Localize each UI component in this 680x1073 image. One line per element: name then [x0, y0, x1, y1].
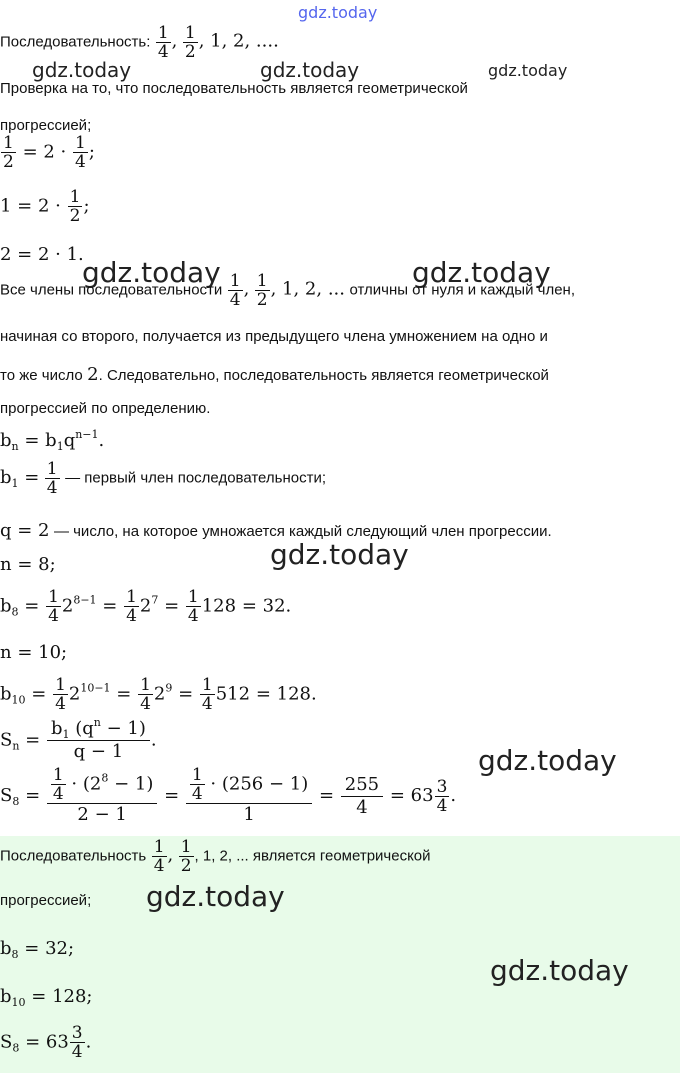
watermark: gdz.today	[146, 880, 285, 913]
fraction-one-half: $\frac{1}{2}$	[184, 23, 196, 62]
ratio-line: q = 2 — число, на которое умножается каждый следующий член прогрессии.	[0, 520, 552, 541]
b8-calculation: $b_8$ = $\frac{1}{4}$ $2^{8-1}$ = $\frac{1}{4}$ $2^7$ = $\frac{1}{4}$ 128 = 32.	[0, 587, 292, 626]
sequence-label: Последовательность:	[0, 33, 151, 51]
paragraph-line-3: то же число 2. Следовательно, последовательность является геометрической	[0, 364, 549, 385]
sum-formula: $S_n$ = $\frac{b_1 (q^n - 1)}{q - 1}$ .	[0, 716, 157, 762]
paragraph-line-1: Все члены последовательности $\frac{1}{4}$ , $\frac{1}{2}$ , 1, 2, ... отличны от нуля и каждый член,	[0, 271, 575, 310]
watermark: gdz.today	[270, 538, 409, 571]
answer-line-1: Последовательность $\frac{1}{4}$ , $\frac{1}{2}$ , 1, 2, ... является геометрической	[0, 837, 431, 876]
check-line-2: прогрессией;	[0, 117, 92, 134]
top-watermark: gdz.today	[298, 3, 378, 22]
watermark: gdz.today	[478, 744, 617, 777]
equation-1: $\frac{1}{2}$ = 2 · $\frac{1}{4}$ ;	[3, 133, 95, 172]
watermark: gdz.today	[260, 58, 360, 82]
watermark: gdz.today	[488, 61, 568, 80]
sequence-line: Последовательность: $\frac{1}{4}$ , $\frac{1}{2}$ , 1, 2, ....	[0, 23, 279, 62]
paragraph-line-4: прогрессией по определению.	[0, 400, 211, 417]
answer-s8: $S_8 = 63$ $\frac{3}{4}$ .	[0, 1023, 92, 1062]
watermark: gdz.today	[412, 256, 551, 289]
answer-b8: $b_8 = 32$;	[0, 938, 75, 961]
watermark: gdz.today	[490, 954, 629, 987]
first-term-line: $b_1$ = $\frac{1}{4}$ — первый член последовательности;	[0, 459, 327, 498]
equation-2: 1 = 2 · $\frac{1}{2}$ ;	[0, 187, 90, 226]
equation-3: 2 = 2 · 1.	[0, 244, 84, 265]
watermark: gdz.today	[32, 58, 132, 82]
n-ten: n = 10;	[0, 642, 68, 663]
watermark: gdz.today	[82, 256, 221, 289]
b10-calculation: $b_{10}$ = $\frac{1}{4}$ $2^{10-1}$ = $\frac{1}{4}$ $2^9$ = $\frac{1}{4}$ 512 = 128.	[0, 675, 317, 714]
s8-calculation: $S_8$ = $\frac{1}{4}$ · $(2^8 - 1)$ 2 − 1 = $\frac{1}{4}$ · (256 − 1) 1 = $\frac{255}{4}$ = 63 $\frac{3}{4}$ .	[0, 765, 457, 825]
check-line-1: Проверка на то, что последовательность является геометрической	[0, 80, 468, 97]
answer-line-2: прогрессией;	[0, 892, 92, 909]
paragraph-line-2: начиная со второго, получается из предыдущего члена умножением на одно и	[0, 328, 548, 345]
fraction-one-quarter: $\frac{1}{4}$	[157, 23, 169, 62]
n-eight: n = 8;	[0, 554, 56, 575]
answer-b10: $b_{10} = 128$;	[0, 986, 93, 1009]
general-term-formula: $b_n = b_1q^{n-1}$.	[0, 428, 105, 453]
